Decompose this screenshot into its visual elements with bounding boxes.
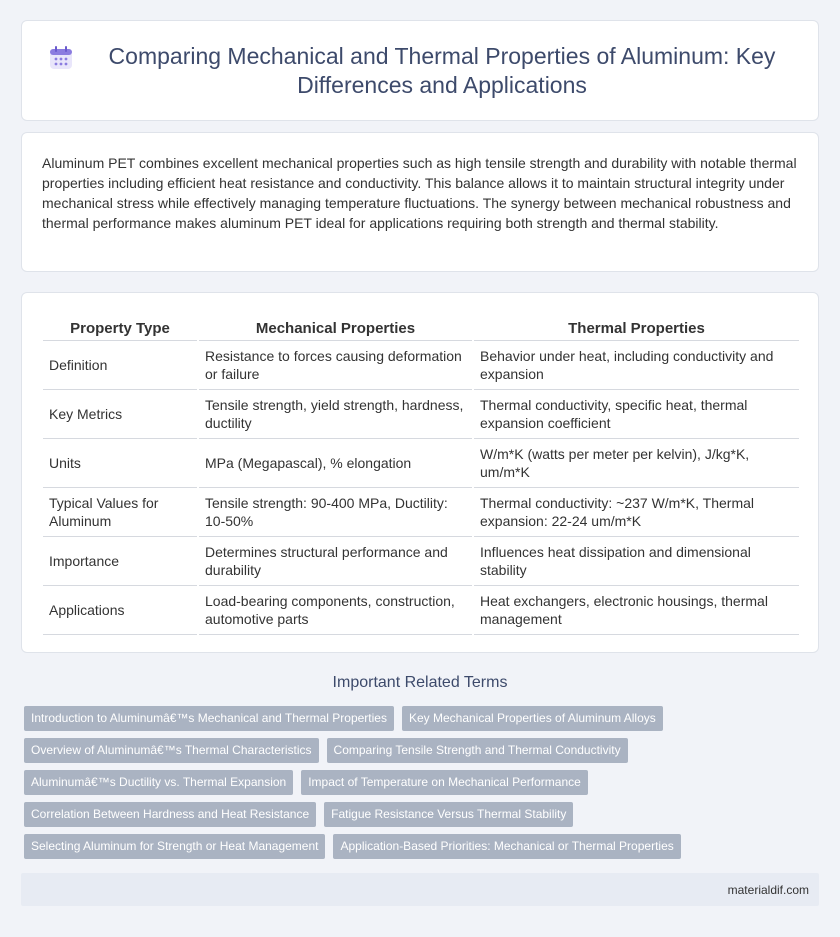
table-cell: Units <box>43 438 198 487</box>
related-terms-title: Important Related Terms <box>332 674 508 691</box>
related-term-tag[interactable]: Comparing Tensile Strength and Thermal Conductivity <box>327 738 628 763</box>
table-cell: Resistance to forces causing deformation or failure <box>198 340 473 389</box>
table-cell: Definition <box>43 340 198 389</box>
table-cell: Determines structural performance and durability <box>198 536 473 585</box>
table-cell: Tensile strength: 90-400 MPa, Ductility: 10-50% <box>198 487 473 536</box>
table-cell: Thermal conductivity: ~237 W/m*K, Thermal expansion: 22-24 um/m*K <box>473 487 799 536</box>
intro-text: Aluminum PET combines excellent mechanical properties such as high tensile strength and durability with notable thermal properties including efficient heat resistance and conductivity. This balance allows it to maintain structural integrity under mechanical stress while effectively managing temperature fluctuations. The synergy between mechanical robustness and thermal performance makes aluminum PET ideal for applications requiring both strength and thermal stability. <box>42 155 797 231</box>
table-cell: Thermal conductivity, specific heat, thermal expansion coefficient <box>473 389 799 438</box>
comparison-table-card <box>21 292 819 653</box>
related-term-tag[interactable]: Key Mechanical Properties of Aluminum Alloys <box>402 706 663 731</box>
related-term-tag[interactable]: Impact of Temperature on Mechanical Performance <box>301 770 588 795</box>
table-cell: Applications <box>43 585 198 634</box>
footer <box>21 873 819 906</box>
column-header: Mechanical Properties <box>198 313 473 340</box>
table-cell: Key Metrics <box>43 389 198 438</box>
related-term-tag[interactable]: Aluminumâ€™s Ductility vs. Thermal Expansion <box>24 770 293 795</box>
related-term-tag[interactable]: Overview of Aluminumâ€™s Thermal Characteristics <box>24 738 319 763</box>
column-header: Property Type <box>43 313 198 340</box>
table-row <box>43 438 799 487</box>
related-term-tag[interactable]: Selecting Aluminum for Strength or Heat Management <box>24 834 325 859</box>
column-header: Thermal Properties <box>473 313 799 340</box>
table-cell: MPa (Megapascal), % elongation <box>198 438 473 487</box>
table-row <box>43 389 799 438</box>
table-cell: Importance <box>43 536 198 585</box>
table-cell: Typical Values for Aluminum <box>43 487 198 536</box>
related-term-tag[interactable]: Application-Based Priorities: Mechanical or Thermal Properties <box>333 834 680 859</box>
table-cell: W/m*K (watts per meter per kelvin), J/kg*K, um/m*K <box>473 438 799 487</box>
related-terms-list <box>24 706 724 866</box>
table-cell: Tensile strength, yield strength, hardness, ductility <box>198 389 473 438</box>
related-term-tag[interactable]: Fatigue Resistance Versus Thermal Stability <box>324 802 573 827</box>
footer-site-link[interactable]: materialdif.com <box>727 883 809 897</box>
table-row <box>43 536 799 585</box>
table-row <box>43 340 799 389</box>
intro-card <box>21 132 819 272</box>
page-title: Comparing Mechanical and Thermal Properties of Aluminum: Key Differences and Applications <box>108 42 776 98</box>
calendar-icon <box>48 45 74 71</box>
related-term-tag[interactable]: Introduction to Aluminumâ€™s Mechanical and Thermal Properties <box>24 706 394 731</box>
table-cell: Heat exchangers, electronic housings, thermal management <box>473 585 799 634</box>
table-row <box>43 585 799 634</box>
table-cell: Influences heat dissipation and dimensional stability <box>473 536 799 585</box>
header-card <box>21 20 819 121</box>
table-cell: Load-bearing components, construction, automotive parts <box>198 585 473 634</box>
related-term-tag[interactable]: Correlation Between Hardness and Heat Resistance <box>24 802 316 827</box>
table-header-row <box>43 313 799 340</box>
comparison-table <box>43 313 799 635</box>
table-cell: Behavior under heat, including conductivity and expansion <box>473 340 799 389</box>
table-row <box>43 487 799 536</box>
